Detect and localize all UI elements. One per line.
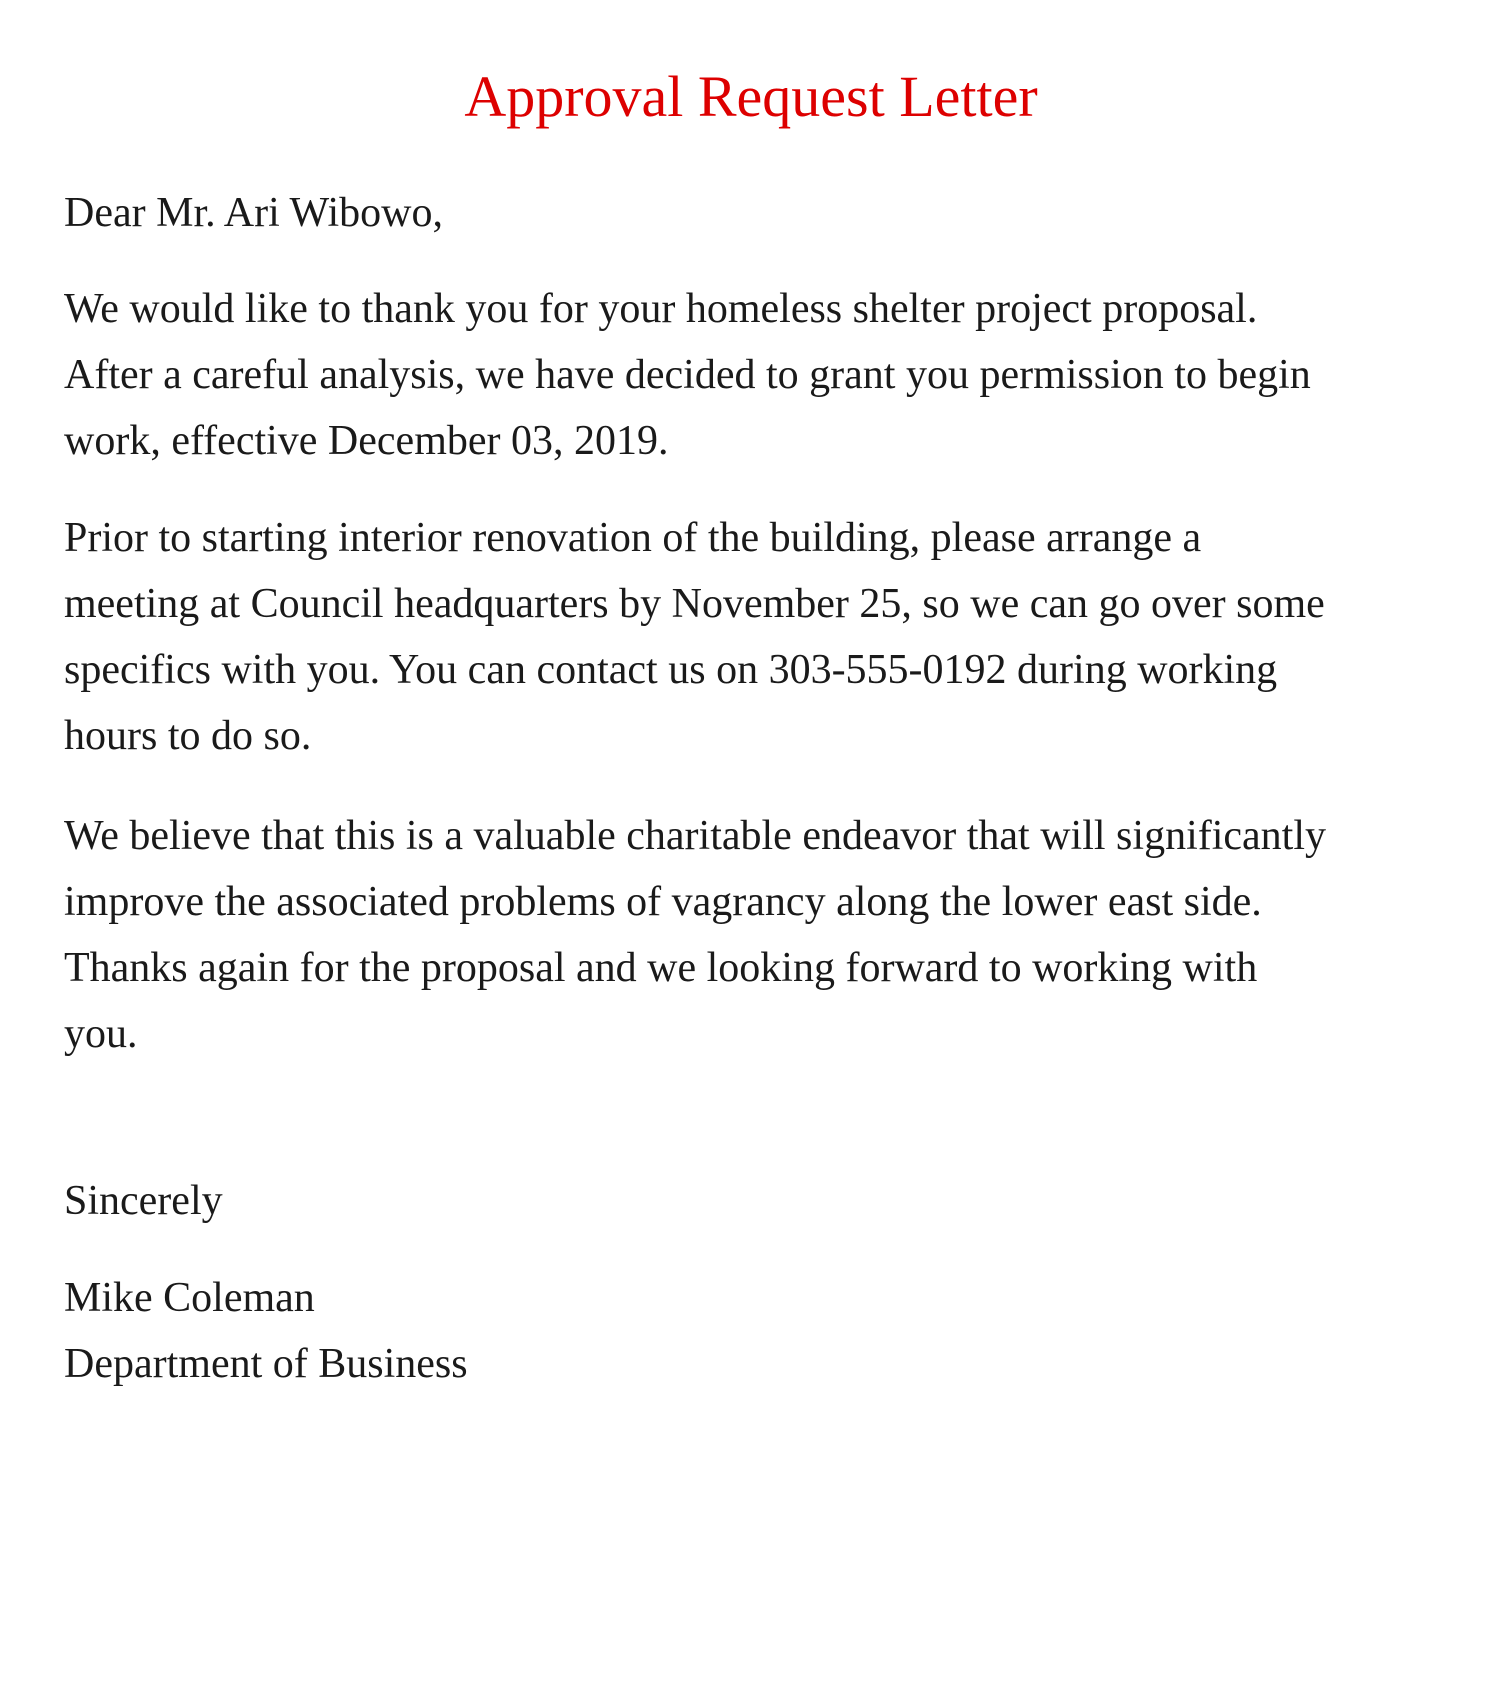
- paragraph-1-line: We would like to thank you for your homeless shelter project proposal.: [64, 286, 1258, 332]
- signer-name: Mike Coleman: [64, 1275, 315, 1321]
- paragraph-1-line: After a careful analysis, we have decided to grant you permission to begin: [64, 352, 1311, 398]
- paragraph-1-line: work, effective December 03, 2019.: [64, 418, 669, 464]
- paragraph-3-line: improve the associated problems of vagrancy along the lower east side.: [64, 879, 1262, 925]
- paragraph-2-line: hours to do so.: [64, 713, 312, 759]
- letter-title: Approval Request Letter: [464, 64, 1038, 129]
- paragraph-3-line: We believe that this is a valuable charitable endeavor that will significantly: [64, 813, 1327, 859]
- paragraph-2-line: specifics with you. You can contact us on 303-555-0192 during working: [64, 647, 1278, 693]
- signer-department: Department of Business: [64, 1341, 468, 1387]
- paragraph-2-line: Prior to starting interior renovation of the building, please arrange a: [64, 515, 1202, 561]
- paragraph-1: [64, 276, 1464, 474]
- paragraph-3: [64, 803, 1464, 1067]
- paragraph-3-line: you.: [64, 1011, 138, 1057]
- paragraph-2-line: meeting at Council headquarters by November 25, so we can go over some: [64, 581, 1325, 627]
- salutation: Dear Mr. Ari Wibowo,: [64, 190, 443, 236]
- paragraph-3-line: Thanks again for the proposal and we looking forward to working with: [64, 945, 1258, 991]
- paragraph-2: [64, 505, 1464, 769]
- closing: Sincerely: [64, 1178, 223, 1224]
